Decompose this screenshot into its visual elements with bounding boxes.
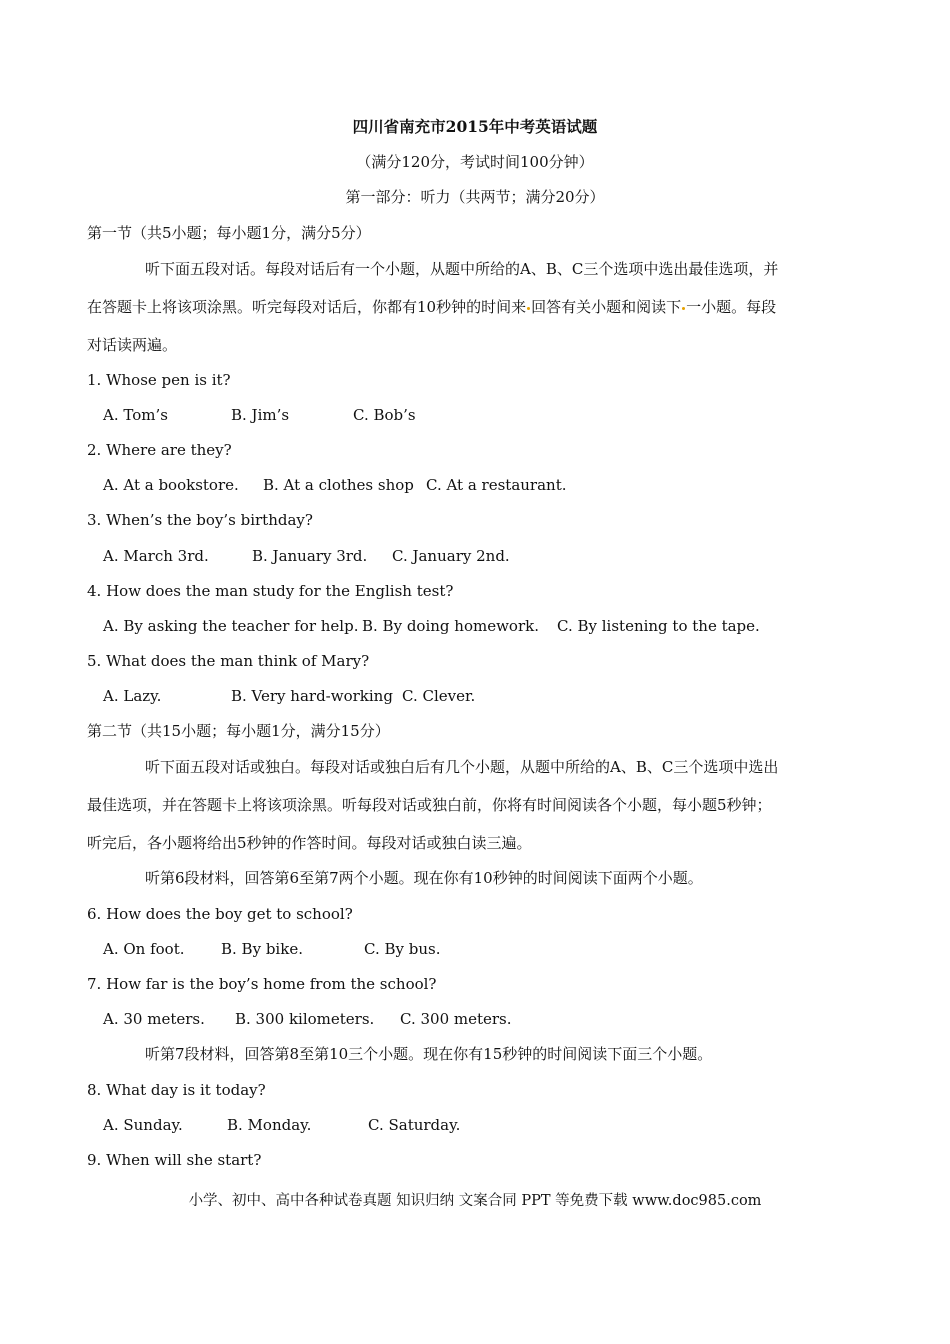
option: B. By bike. [221,940,303,958]
section1-instruction: 对话读两遍。 [87,336,178,354]
option: A. At a bookstore. [103,476,239,494]
option: C. January 2nd. [392,547,510,565]
question: 9. When will she start? [87,1151,262,1169]
question: 1. Whose pen is it? [87,371,231,389]
section2-heading: 第二节（共15小题；每小题1分，满分15分） [87,722,390,740]
option: A. March 3rd. [103,547,209,565]
marker-dot-icon [682,307,685,310]
option: A. Tom’s [103,406,168,424]
material-instruction: 听第7段材料，回答第8至第10三个小题。现在你有15秒钟的时间阅读下面三个小题。 [145,1045,713,1063]
option: C. Saturday. [368,1116,461,1134]
option: A. 30 meters. [103,1010,205,1028]
option: B. At a clothes shop [263,476,414,494]
exam-info: （满分120分，考试时间100分钟） [356,153,594,171]
section2-instruction: 最佳选项，并在答题卡上将该项涂黑。听每段对话或独白前，你将有时间阅读各个小题，每小题5秒钟； [87,796,772,814]
section1-heading: 第一节（共5小题；每小题1分，满分5分） [87,224,371,242]
option: B. Monday. [227,1116,312,1134]
option: B. January 3rd. [252,547,368,565]
option: C. By bus. [364,940,441,958]
option: A. By asking the teacher for help. [103,617,359,635]
page-title: 四川省南充市2015年中考英语试题 [352,117,598,136]
marker-dot-icon [527,307,530,310]
section1-instruction: 听下面五段对话。每段对话后有一个小题，从题中所给的A、B、C三个选项中选出最佳选项，并 [145,260,779,278]
section2-instruction: 听完后，各小题将给出5秒钟的作答时间。每段对话或独白读三遍。 [87,834,532,852]
page-footer: 小学、初中、高中各种试卷真题 知识归纳 文案合同 PPT 等免费下载 www.doc985.com [188,1193,762,1209]
option: A. Lazy. [103,687,162,705]
option: B. By doing homework. [362,617,539,635]
option: C. By listening to the tape. [557,617,760,635]
option: A. Sunday. [103,1116,183,1134]
question: 2. Where are they? [87,441,232,459]
question: 6. How does the boy get to school? [87,905,353,923]
option: C. 300 meters. [400,1010,512,1028]
option: B. Very hard-working [231,687,393,705]
option: C. Clever. [402,687,476,705]
option: B. 300 kilometers. [235,1010,375,1028]
question: 8. What day is it today? [87,1081,266,1099]
option: A. On foot. [103,940,185,958]
question: 7. How far is the boy’s home from the school? [87,975,437,993]
section1-instruction: 在答题卡上将该项涂黑。听完每段对话后，你都有10秒钟的时间来 回答有关小题和阅读下 一小题。每段 [87,298,777,316]
question: 5. What does the man think of Mary? [87,652,370,670]
question: 4. How does the man study for the English test? [87,582,454,600]
option: B. Jim’s [231,406,290,424]
section2-instruction: 听下面五段对话或独白。每段对话或独白后有几个小题，从题中所给的A、B、C三个选项中选出 [145,758,779,776]
material-instruction: 听第6段材料，回答第6至第7两个小题。现在你有10秒钟的时间阅读下面两个小题。 [145,869,703,887]
option: C. Bob’s [353,406,416,424]
question: 3. When’s the boy’s birthday? [87,511,313,529]
part-one-heading: 第一部分：听力（共两节；满分20分） [345,188,605,206]
option: C. At a restaurant. [426,476,567,494]
